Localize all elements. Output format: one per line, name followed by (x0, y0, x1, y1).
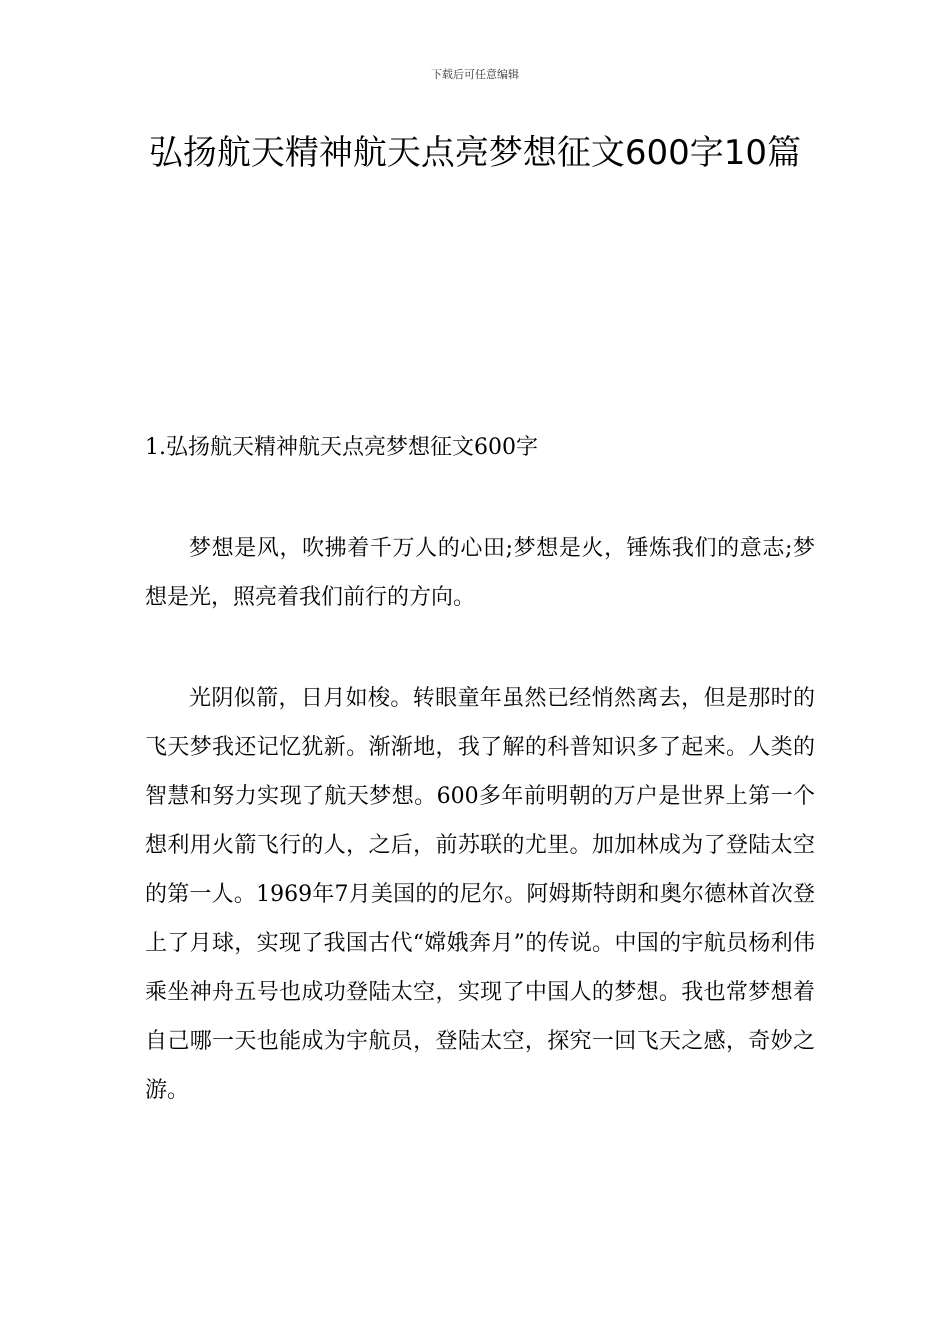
header-note: 下载后可任意编辑 (431, 68, 519, 81)
document-title: 弘扬航天精神航天点亮梦想征文600字10篇 (148, 133, 802, 173)
paragraph-1: 梦想是风，吹拂着千万人的心田;梦想是火，锤炼我们的意志;梦想是光，照亮着我们前行的方向。 (145, 536, 815, 610)
section-heading: 1.弘扬航天精神航天点亮梦想征文600字 (145, 435, 538, 460)
paragraph-2: 光阴似箭，日月如梭。转眼童年虽然已经悄然离去，但是那时的飞天梦我还记忆犹新。渐渐地，我了解的科普知识多了起来。人类的智慧和努力实现了航天梦想。600多年前明朝的万户是世界上第一个想利用火箭飞行的人，之后，前苏联的尤里。加加林成为了登陆太空的第一人。1969年7月美国的的尼尔。阿姆斯特朗和奥尔德林首次登上了月球，实现了我国古代“嫦娥奔月”的传说。中国的宇航员杨利伟乘坐神舟五号也成功登陆太空，实现了中国人的梦想。我也常梦想着自己哪一天也能成为宇航员，登陆太空，探究一回飞天之感，奇妙之游。 (145, 686, 815, 1103)
